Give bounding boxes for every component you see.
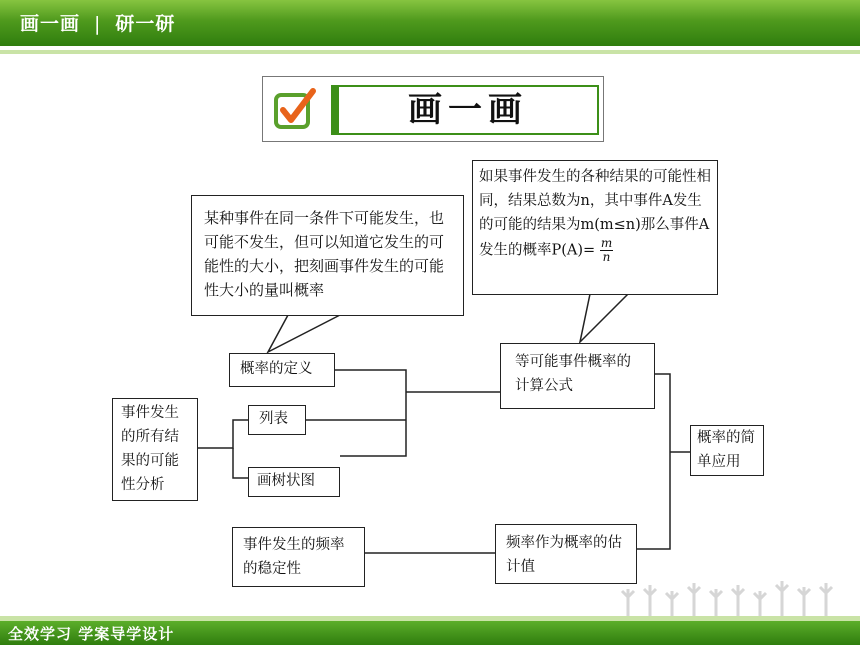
definition-callout <box>191 195 464 316</box>
classical-formula-callout <box>472 160 718 295</box>
fraction-m-over-n <box>600 237 613 264</box>
node-outcome-analysis <box>112 398 198 501</box>
node-definition <box>229 353 335 387</box>
node-list-label: 列表 <box>259 411 288 427</box>
classical-callout-text: 如果事件发生的各种结果的可能性相同，结果总数为n，其中事件A发生的可能的结果为m(m≤n)那么事件A发生的概率P(A)= <box>479 169 711 259</box>
node-list <box>248 405 306 435</box>
node-tree-label: 画树状图 <box>257 473 315 489</box>
definition-callout-text: 某种事件在同一条件下可能发生，也可能不发生，但可以知道它发生的可能性的大小，把刻画事件发生的可能性大小的量叫概率 <box>204 209 445 299</box>
nav-study[interactable]: 研一研 <box>115 13 176 35</box>
nav-draw[interactable]: 画一画 <box>20 13 81 35</box>
node-frequency-stability <box>232 527 365 587</box>
fraction-denominator: n <box>602 250 611 264</box>
node-frequency-estimate <box>495 524 637 584</box>
node-classical-formula <box>500 343 655 409</box>
node-application <box>690 425 764 476</box>
fraction-numerator: m <box>600 236 613 250</box>
section-title: 画一画 <box>331 85 599 135</box>
node-outcome-analysis-label: 事件发生的所有结果的可能性分析 <box>121 405 179 493</box>
node-tree <box>248 467 340 497</box>
footer-title: 全效学习 学案导学设计 <box>8 625 175 643</box>
node-frequency-stability-label: 事件发生的频率的稳定性 <box>243 537 345 577</box>
nav-separator: | <box>94 13 102 35</box>
node-frequency-estimate-label: 频率作为概率的估计值 <box>506 535 622 575</box>
node-definition-label: 概率的定义 <box>240 361 313 377</box>
footer-bar <box>0 621 860 645</box>
node-classical-formula-label: 等可能事件概率的计算公式 <box>515 354 631 394</box>
node-application-label: 概率的简单应用 <box>697 430 755 470</box>
